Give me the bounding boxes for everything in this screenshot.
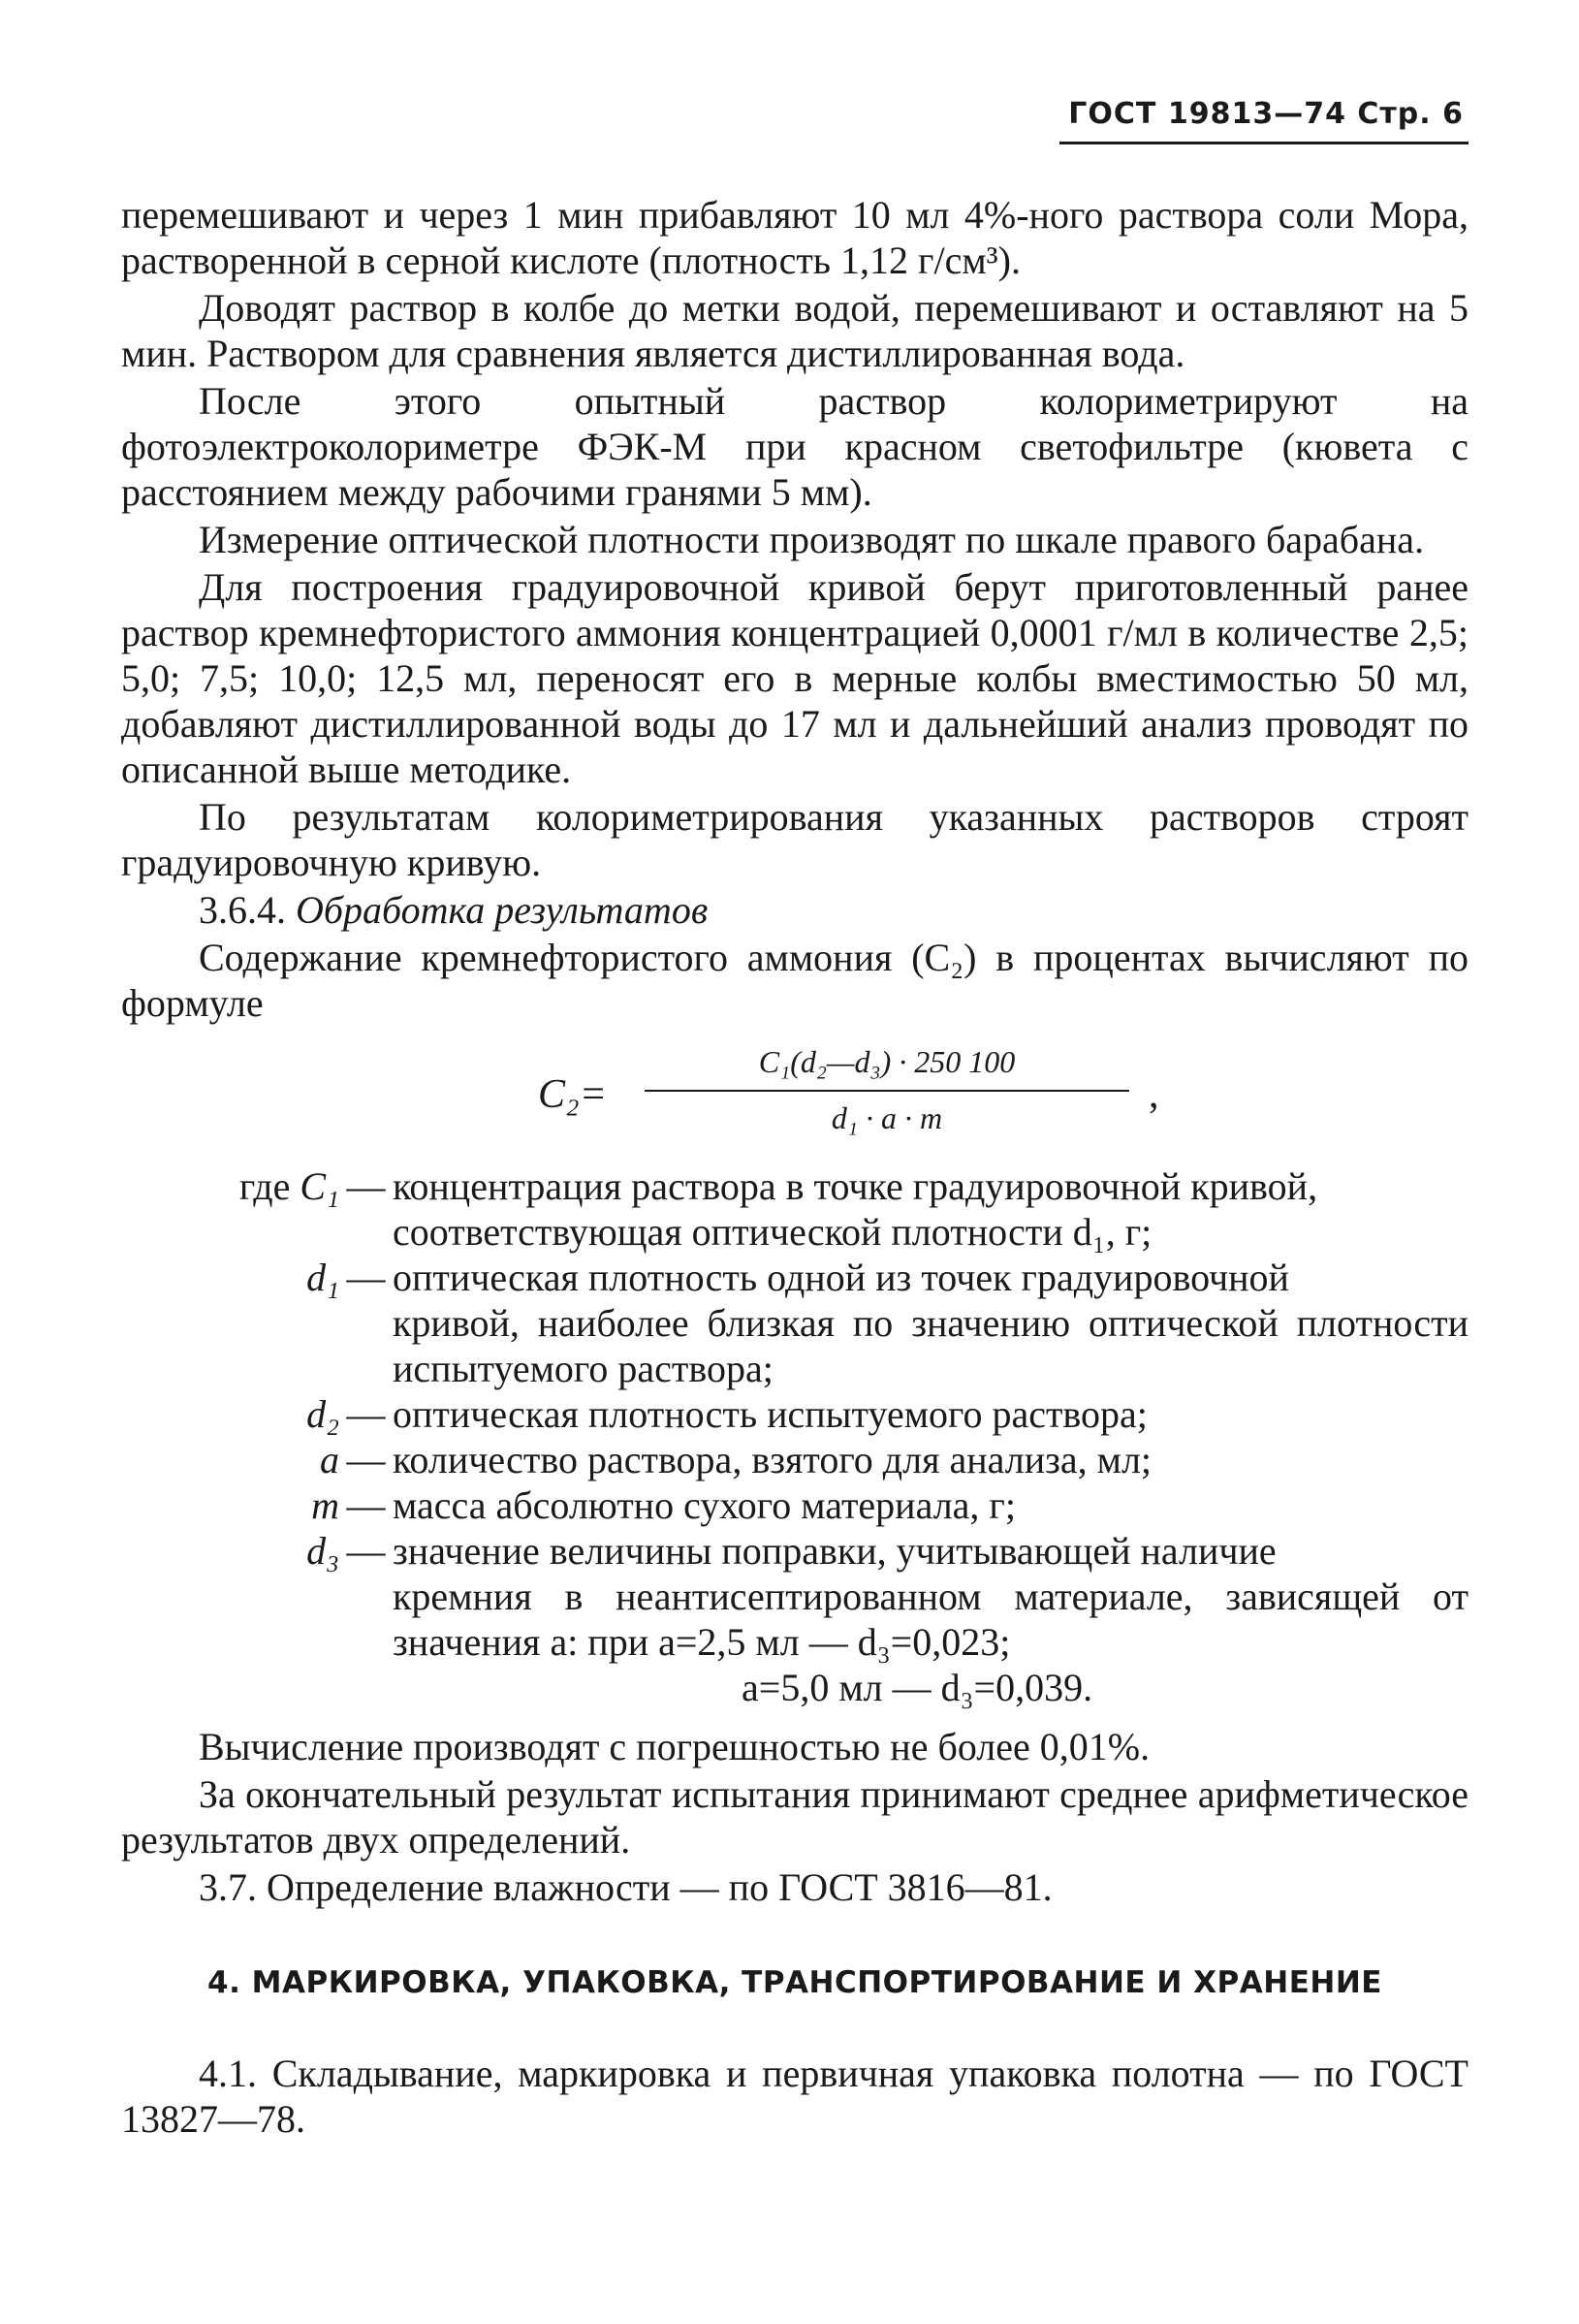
formula-lhs: C₂= <box>538 1072 607 1117</box>
section-title: Обработка результатов <box>296 888 709 932</box>
page-header: ГОСТ 19813—74 Стр. 6 <box>1068 97 1464 131</box>
definition-dash: — <box>346 1392 386 1436</box>
formula <box>121 1034 1468 1160</box>
definition-row <box>121 1528 1468 1574</box>
definition-row <box>121 1391 1468 1437</box>
formula-numerator: C₁(d₂—d₃) · 250 100 <box>758 1044 1016 1079</box>
definition-row <box>121 1437 1468 1482</box>
symbol: C₁ <box>300 1164 339 1208</box>
where-prefix: где <box>238 1164 291 1208</box>
header-rule <box>1059 142 1468 144</box>
formula-comma: , <box>1149 1072 1159 1117</box>
section-heading-364 <box>121 887 1468 933</box>
definition-text: оптическая плотность испытуемого раствора; <box>393 1392 1148 1436</box>
paragraph: За окончательный результат испытания принимают среднее арифметическое результатов двух определений. <box>121 1772 1468 1862</box>
definition-dash: — <box>346 1438 386 1481</box>
definition-symbol: m <box>311 1483 339 1527</box>
paragraph: После этого опытный раствор колориметрируют на фотоэлектроколориметре ФЭК-М при красном светофильтре (кювета с расстоянием между рабочими гранями 5 мм). <box>121 379 1468 514</box>
calc-intro: Содержание кремнефтористого аммония (C₂) в процентах вычисляют по формуле <box>121 936 1468 1025</box>
definition-symbol: a <box>320 1438 339 1481</box>
paragraph: Доводят раствор в колбе до метки водой, перемешивают и оставляют на 5 мин. Раствором для сравнения является дистиллированная вода. <box>121 286 1468 375</box>
variable-definitions <box>121 1163 1468 1710</box>
paragraph: Измерение оптической плотности производят по шкале правого барабана. <box>199 518 1425 561</box>
definition-symbol <box>121 1163 339 1209</box>
definition-symbol: d₂ <box>306 1392 339 1436</box>
section-number: 3.6.4. <box>199 888 286 932</box>
formula-denominator: d₁ · a · m <box>831 1100 943 1135</box>
paragraph: 4.1. Складывание, маркировка и первичная упаковка полотна — по ГОСТ 13827—78. <box>121 2052 1468 2141</box>
definition-dash: — <box>346 1164 386 1208</box>
definition-symbol: d₁ <box>306 1256 339 1299</box>
paragraph: перемешивают и через 1 мин прибавляют 10 мл 4%-ного раствора соли Мора, растворенной в серной кислоте (плотность 1,12 г/см³). <box>121 193 1468 282</box>
definition-text: масса абсолютно сухого материала, г; <box>393 1483 1016 1527</box>
paragraph: 3.7. Определение влажности — по ГОСТ 3816—81. <box>199 1865 1053 1909</box>
definition-continuation: кривой, наиболее близкая по значению оптической плотности испытуемого раствора; <box>393 1301 1468 1390</box>
definition-row <box>121 1163 1468 1209</box>
definition-row <box>121 1482 1468 1528</box>
paragraph: По результатам колориметрирования указанных растворов строят градуировочную кривую. <box>121 795 1468 884</box>
paragraph: Для построения градуировочной кривой берут приготовленный ранее раствор кремнефтористого аммония концентрацией 0,0001 г/мл в количестве 2,5; 5,0; 7,5; 10,0; 12,5 мл, переносят его в мерные колбы вместимостью 50 мл, добавляют дистиллированной воды до 17 мл и дальнейший анализ проводят по описанной выше методике. <box>121 565 1468 791</box>
definition-dash: — <box>346 1529 386 1573</box>
definition-continuation: кремния в неантисептированном материале, зависящей от значения a: при a=2,5 мл — d₃=0,023; <box>393 1575 1468 1664</box>
definition-continuation: a=5,0 мл — d₃=0,039. <box>742 1666 1093 1709</box>
definition-dash: — <box>346 1483 386 1527</box>
document-body <box>121 192 1468 2144</box>
paragraph: Вычисление производят с погрешностью не более 0,01%. <box>199 1725 1151 1768</box>
section-4-heading: 4. МАРКИРОВКА, УПАКОВКА, ТРАНСПОРТИРОВАНИЕ И ХРАНЕНИЕ <box>207 1965 1382 2000</box>
fraction-bar <box>645 1090 1129 1092</box>
definition-dash: — <box>346 1256 386 1299</box>
definition-text: оптическая плотность одной из точек градуировочной <box>393 1256 1289 1299</box>
definition-text: количество раствора, взятого для анализа, мл; <box>393 1438 1153 1481</box>
definition-text: значение величины поправки, учитывающей наличие <box>393 1529 1277 1573</box>
definition-row <box>121 1255 1468 1300</box>
definition-continuation: соответствующая оптической плотности d₁, г; <box>393 1210 1153 1254</box>
definition-text: концентрация раствора в точке градуировочной кривой, <box>393 1164 1318 1208</box>
definition-symbol: d₃ <box>306 1529 339 1573</box>
